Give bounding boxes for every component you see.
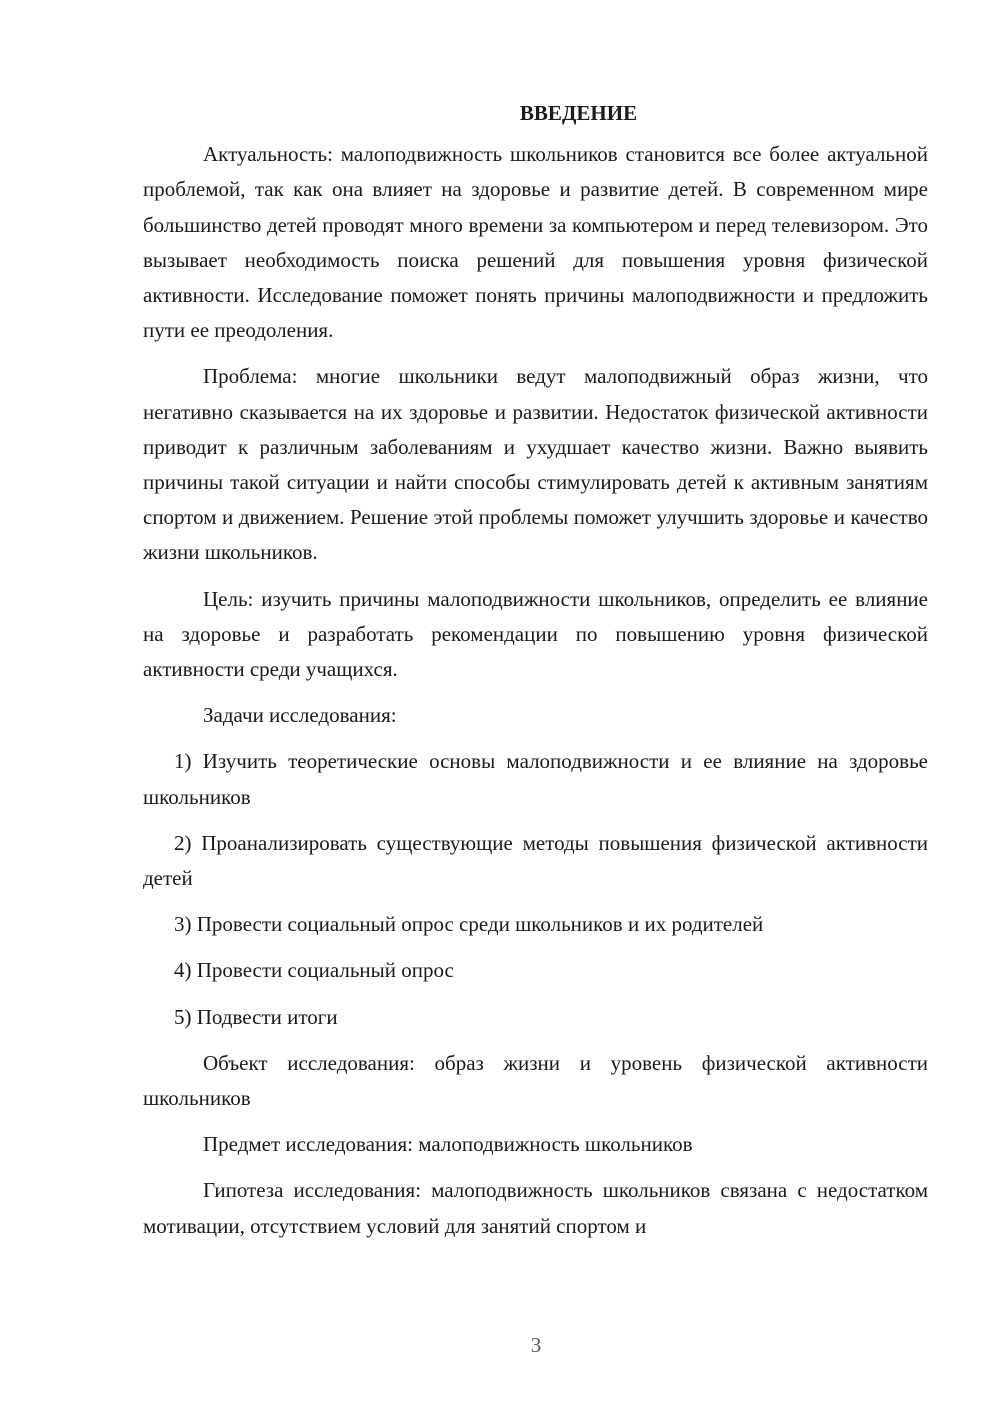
page-content bbox=[143, 96, 928, 1255]
paragraph-problem: Проблема: многие школьники ведут малоподвижный образ жизни, что негативно сказывается на их здоровье и развитии. Недостаток физической активности приводит к различным заболеваниям и ухудшает качество жизни. Важно выявить причины такой ситуации и найти способы стимулировать детей к активным занятиям спортом и движением. Решение этой проблемы поможет улучшить здоровье и качество жизни школьников. bbox=[143, 364, 928, 565]
paragraph-object: Объект исследования: образ жизни и уровень физической активности школьников bbox=[143, 1050, 928, 1111]
paragraph-subject: Предмет исследования: малоподвижность школьников bbox=[203, 1132, 693, 1157]
paragraph-tasks-intro: Задачи исследования: bbox=[203, 703, 397, 728]
task-item: 2) Проанализировать существующие методы повышения физической активности детей bbox=[143, 830, 928, 891]
task-item: 4) Провести социальный опрос bbox=[174, 958, 454, 983]
paragraph-hypothesis: Гипотеза исследования: малоподвижность школьников связана с недостатком мотивации, отсутствием условий для занятий спортом и bbox=[143, 1178, 928, 1238]
paragraph-goal: Цель: изучить причины малоподвижности школьников, определить ее влияние на здоровье и разработать рекомендации по повышению уровня физической активности среди учащихся. bbox=[143, 586, 928, 682]
task-item: 5) Подвести итоги bbox=[174, 1004, 338, 1029]
task-item: 1) Изучить теоретические основы малоподвижности и ее влияние на здоровье школьников bbox=[143, 749, 928, 809]
page-number: 3 bbox=[530, 1333, 542, 1357]
paragraph-relevance: Актуальность: малоподвижность школьников становится все более актуальной проблемой, так как она влияет на здоровье и развитие детей. В современном мире большинство детей проводят много времени за компьютером и перед телевизором. Это вызывает необходимость поиска решений для повышения уровня физической активности. Исследование поможет понять причины малоподвижности и предложить пути ее преодоления. bbox=[143, 142, 928, 343]
section-heading: ВВЕДЕНИЕ bbox=[519, 101, 638, 125]
task-item: 3) Провести социальный опрос среди школьников и их родителей bbox=[174, 912, 764, 937]
